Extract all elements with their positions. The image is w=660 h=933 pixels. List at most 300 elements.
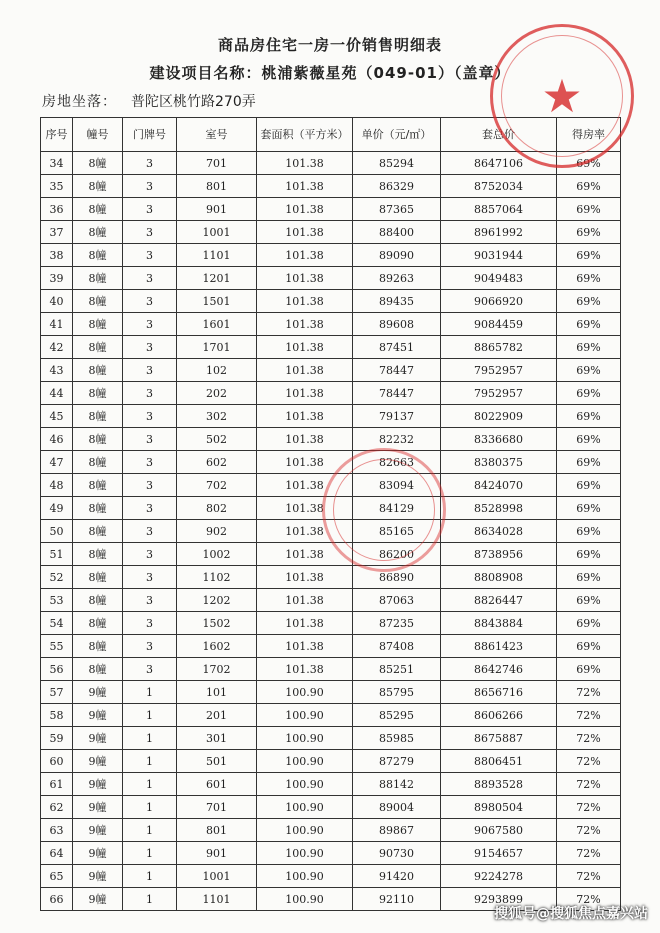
- table-row: [41, 175, 621, 198]
- table-row: [41, 842, 621, 865]
- table-cell: 40: [41, 290, 73, 313]
- table-cell: 3: [123, 566, 177, 589]
- table-cell: 101.38: [257, 566, 353, 589]
- table-cell: 1101: [177, 888, 257, 911]
- table-row: [41, 451, 621, 474]
- table-cell: 502: [177, 428, 257, 451]
- table-cell: 1001: [177, 865, 257, 888]
- table-cell: 37: [41, 221, 73, 244]
- table-row: [41, 313, 621, 336]
- table-cell: 100.90: [257, 888, 353, 911]
- table-cell: 8424070: [441, 474, 557, 497]
- table-cell: 48: [41, 474, 73, 497]
- table-cell: 1102: [177, 566, 257, 589]
- table-cell: 101.38: [257, 382, 353, 405]
- table-cell: 101.38: [257, 543, 353, 566]
- table-cell: 61: [41, 773, 73, 796]
- table-row: [41, 474, 621, 497]
- table-cell: 8528998: [441, 497, 557, 520]
- table-cell: 85165: [353, 520, 441, 543]
- table-cell: 9224278: [441, 865, 557, 888]
- table-cell: 3: [123, 244, 177, 267]
- table-cell: 69%: [557, 152, 621, 175]
- table-cell: 301: [177, 727, 257, 750]
- table-cell: 39: [41, 267, 73, 290]
- table-row: [41, 520, 621, 543]
- table-cell: 9066920: [441, 290, 557, 313]
- table-cell: 101.38: [257, 451, 353, 474]
- table-cell: 85795: [353, 681, 441, 704]
- table-row: [41, 566, 621, 589]
- table-cell: 9067580: [441, 819, 557, 842]
- table-cell: 8642746: [441, 658, 557, 681]
- table-cell: 1: [123, 888, 177, 911]
- table-cell: 8606266: [441, 704, 557, 727]
- table-cell: 8675887: [441, 727, 557, 750]
- table-cell: 1: [123, 842, 177, 865]
- table-cell: 72%: [557, 888, 621, 911]
- table-cell: 8738956: [441, 543, 557, 566]
- table-cell: 8022909: [441, 405, 557, 428]
- table-cell: 8幢: [73, 543, 123, 566]
- table-body: [41, 152, 621, 911]
- table-cell: 802: [177, 497, 257, 520]
- table-cell: 58: [41, 704, 73, 727]
- table-cell: 69%: [557, 405, 621, 428]
- table-row: [41, 635, 621, 658]
- table-cell: 44: [41, 382, 73, 405]
- table-cell: 8980504: [441, 796, 557, 819]
- table-cell: 3: [123, 543, 177, 566]
- table-cell: 85294: [353, 152, 441, 175]
- table-cell: 85295: [353, 704, 441, 727]
- table-cell: 8幢: [73, 405, 123, 428]
- table-cell: 8336680: [441, 428, 557, 451]
- table-row: [41, 796, 621, 819]
- table-cell: 8幢: [73, 520, 123, 543]
- table-cell: 9049483: [441, 267, 557, 290]
- table-cell: 52: [41, 566, 73, 589]
- table-cell: 69%: [557, 290, 621, 313]
- table-row: [41, 819, 621, 842]
- table-cell: 62: [41, 796, 73, 819]
- table-row: [41, 750, 621, 773]
- table-cell: 9幢: [73, 704, 123, 727]
- table-cell: 101.38: [257, 635, 353, 658]
- table-cell: 69%: [557, 382, 621, 405]
- table-cell: 8幢: [73, 451, 123, 474]
- table-cell: 3: [123, 175, 177, 198]
- table-cell: 51: [41, 543, 73, 566]
- table-cell: 3: [123, 589, 177, 612]
- table-cell: 8380375: [441, 451, 557, 474]
- table-cell: 89004: [353, 796, 441, 819]
- table-cell: 8幢: [73, 198, 123, 221]
- table-cell: 87408: [353, 635, 441, 658]
- table-cell: 901: [177, 842, 257, 865]
- table-row: [41, 382, 621, 405]
- table-cell: 72%: [557, 681, 621, 704]
- table-cell: 9293899: [441, 888, 557, 911]
- table-cell: 1: [123, 681, 177, 704]
- table-cell: 78447: [353, 359, 441, 382]
- table-cell: 72%: [557, 865, 621, 888]
- table-cell: 72%: [557, 727, 621, 750]
- table-cell: 3: [123, 405, 177, 428]
- table-cell: 8961992: [441, 221, 557, 244]
- table-cell: 602: [177, 451, 257, 474]
- table-cell: 9084459: [441, 313, 557, 336]
- table-cell: 69%: [557, 359, 621, 382]
- col-header-building: 幢号: [73, 118, 123, 152]
- table-cell: 42: [41, 336, 73, 359]
- table-cell: 902: [177, 520, 257, 543]
- table-header-row: [41, 118, 621, 152]
- table-cell: 702: [177, 474, 257, 497]
- table-cell: 1202: [177, 589, 257, 612]
- table-row: [41, 336, 621, 359]
- table-cell: 85985: [353, 727, 441, 750]
- col-header-room: 室号: [177, 118, 257, 152]
- table-cell: 100.90: [257, 796, 353, 819]
- table-cell: 3: [123, 313, 177, 336]
- table-cell: 65: [41, 865, 73, 888]
- table-cell: 8幢: [73, 589, 123, 612]
- table-cell: 60: [41, 750, 73, 773]
- table-cell: 34: [41, 152, 73, 175]
- table-cell: 3: [123, 635, 177, 658]
- col-header-door: 门牌号: [123, 118, 177, 152]
- table-row: [41, 865, 621, 888]
- table-cell: 3: [123, 198, 177, 221]
- table-cell: 8843884: [441, 612, 557, 635]
- table-row: [41, 152, 621, 175]
- table-cell: 8幢: [73, 382, 123, 405]
- table-cell: 66: [41, 888, 73, 911]
- table-cell: 3: [123, 658, 177, 681]
- table-cell: 64: [41, 842, 73, 865]
- table-cell: 601: [177, 773, 257, 796]
- table-cell: 69%: [557, 520, 621, 543]
- table-cell: 8861423: [441, 635, 557, 658]
- table-row: [41, 405, 621, 428]
- table-cell: 100.90: [257, 750, 353, 773]
- col-header-unit-price: 单价（元/㎡）: [353, 118, 441, 152]
- table-cell: 101.38: [257, 336, 353, 359]
- table-cell: 8656716: [441, 681, 557, 704]
- table-cell: 69%: [557, 428, 621, 451]
- table-cell: 101: [177, 681, 257, 704]
- table-cell: 69%: [557, 658, 621, 681]
- table-cell: 101.38: [257, 612, 353, 635]
- table-cell: 86200: [353, 543, 441, 566]
- table-cell: 7952957: [441, 382, 557, 405]
- table-cell: 8752034: [441, 175, 557, 198]
- table-cell: 3: [123, 290, 177, 313]
- table-cell: 302: [177, 405, 257, 428]
- table-cell: 9幢: [73, 773, 123, 796]
- table-cell: 9幢: [73, 727, 123, 750]
- table-cell: 69%: [557, 244, 621, 267]
- table-cell: 101.38: [257, 474, 353, 497]
- table-cell: 8幢: [73, 566, 123, 589]
- table-cell: 90730: [353, 842, 441, 865]
- table-row: [41, 221, 621, 244]
- table-cell: 69%: [557, 497, 621, 520]
- table-cell: 69%: [557, 336, 621, 359]
- table-cell: 100.90: [257, 704, 353, 727]
- table-cell: 69%: [557, 451, 621, 474]
- table-cell: 100.90: [257, 727, 353, 750]
- table-row: [41, 658, 621, 681]
- col-header-total-price: 套总价: [441, 118, 557, 152]
- table-cell: 9154657: [441, 842, 557, 865]
- table-cell: 3: [123, 474, 177, 497]
- table-cell: 55: [41, 635, 73, 658]
- table-cell: 89090: [353, 244, 441, 267]
- table-cell: 78447: [353, 382, 441, 405]
- col-header-index: 序号: [41, 118, 73, 152]
- table-cell: 92110: [353, 888, 441, 911]
- document-title: 商品房住宅一房一价销售明细表: [217, 36, 442, 54]
- table-cell: 53: [41, 589, 73, 612]
- table-row: [41, 428, 621, 451]
- table-cell: 100.90: [257, 681, 353, 704]
- table-cell: 87235: [353, 612, 441, 635]
- table-row: [41, 773, 621, 796]
- table-cell: 1601: [177, 313, 257, 336]
- table-cell: 3: [123, 428, 177, 451]
- table-row: [41, 267, 621, 290]
- table-cell: 101.38: [257, 244, 353, 267]
- table-cell: 1: [123, 865, 177, 888]
- table-cell: 801: [177, 819, 257, 842]
- table-cell: 1201: [177, 267, 257, 290]
- table-row: [41, 543, 621, 566]
- table-row: [41, 290, 621, 313]
- table-cell: 9幢: [73, 819, 123, 842]
- table-cell: 3: [123, 336, 177, 359]
- table-cell: 1702: [177, 658, 257, 681]
- table-cell: 1501: [177, 290, 257, 313]
- table-cell: 86890: [353, 566, 441, 589]
- table-cell: 47: [41, 451, 73, 474]
- property-address: [42, 91, 256, 111]
- table-cell: 69%: [557, 589, 621, 612]
- table-row: [41, 359, 621, 382]
- table-cell: 1701: [177, 336, 257, 359]
- table-cell: 8幢: [73, 635, 123, 658]
- table-cell: 46: [41, 428, 73, 451]
- table-cell: 69%: [557, 635, 621, 658]
- table-cell: 3: [123, 520, 177, 543]
- table-cell: 49: [41, 497, 73, 520]
- table-cell: 201: [177, 704, 257, 727]
- table-cell: 3: [123, 267, 177, 290]
- table-cell: 69%: [557, 543, 621, 566]
- table-cell: 72%: [557, 773, 621, 796]
- table-cell: 101.38: [257, 589, 353, 612]
- table-cell: 69%: [557, 221, 621, 244]
- table-cell: 7952957: [441, 359, 557, 382]
- table-row: [41, 244, 621, 267]
- table-cell: 50: [41, 520, 73, 543]
- table-cell: 84129: [353, 497, 441, 520]
- table-cell: 100.90: [257, 773, 353, 796]
- table-cell: 8幢: [73, 152, 123, 175]
- table-cell: 3: [123, 612, 177, 635]
- table-cell: 101.38: [257, 359, 353, 382]
- table-cell: 1602: [177, 635, 257, 658]
- table-cell: 88142: [353, 773, 441, 796]
- col-header-efficiency: 得房率: [557, 118, 621, 152]
- table-cell: 101.38: [257, 198, 353, 221]
- table-cell: 59: [41, 727, 73, 750]
- table-cell: 72%: [557, 796, 621, 819]
- table-cell: 1: [123, 773, 177, 796]
- table-cell: 69%: [557, 566, 621, 589]
- table-cell: 101.38: [257, 267, 353, 290]
- table-cell: 87451: [353, 336, 441, 359]
- table-cell: 57: [41, 681, 73, 704]
- table-cell: 101.38: [257, 658, 353, 681]
- table-cell: 38: [41, 244, 73, 267]
- table-cell: 101.38: [257, 405, 353, 428]
- table-row: [41, 681, 621, 704]
- table-cell: 56: [41, 658, 73, 681]
- table-cell: 72%: [557, 704, 621, 727]
- table-cell: 9幢: [73, 796, 123, 819]
- table-cell: 86329: [353, 175, 441, 198]
- table-cell: 1101: [177, 244, 257, 267]
- table-cell: 89435: [353, 290, 441, 313]
- table-row: [41, 497, 621, 520]
- table-cell: 901: [177, 198, 257, 221]
- table-cell: 9幢: [73, 865, 123, 888]
- table-cell: 8幢: [73, 221, 123, 244]
- table-cell: 102: [177, 359, 257, 382]
- table-cell: 1: [123, 704, 177, 727]
- star-icon: ★: [541, 69, 583, 123]
- table-row: [41, 612, 621, 635]
- table-cell: 89608: [353, 313, 441, 336]
- table-cell: 701: [177, 152, 257, 175]
- table-cell: 1: [123, 796, 177, 819]
- table-row: [41, 198, 621, 221]
- table-cell: 91420: [353, 865, 441, 888]
- table-cell: 72%: [557, 819, 621, 842]
- table-cell: 9幢: [73, 842, 123, 865]
- table-cell: 101.38: [257, 428, 353, 451]
- table-cell: 101.38: [257, 175, 353, 198]
- table-cell: 101.38: [257, 313, 353, 336]
- table-cell: 9幢: [73, 681, 123, 704]
- table-cell: 45: [41, 405, 73, 428]
- table-cell: 82232: [353, 428, 441, 451]
- table-cell: 41: [41, 313, 73, 336]
- table-cell: 43: [41, 359, 73, 382]
- table-cell: 8865782: [441, 336, 557, 359]
- table-cell: 8634028: [441, 520, 557, 543]
- table-cell: 82663: [353, 451, 441, 474]
- table-cell: 8808908: [441, 566, 557, 589]
- table-cell: 1001: [177, 221, 257, 244]
- table-cell: 3: [123, 359, 177, 382]
- table-cell: 8857064: [441, 198, 557, 221]
- table-cell: 69%: [557, 313, 621, 336]
- table-cell: 54: [41, 612, 73, 635]
- table-cell: 72%: [557, 842, 621, 865]
- table-cell: 87365: [353, 198, 441, 221]
- table-cell: 8806451: [441, 750, 557, 773]
- table-cell: 8幢: [73, 474, 123, 497]
- table-cell: 8幢: [73, 658, 123, 681]
- table-cell: 3: [123, 497, 177, 520]
- table-cell: 72%: [557, 750, 621, 773]
- table-cell: 3: [123, 152, 177, 175]
- table-cell: 63: [41, 819, 73, 842]
- table-cell: 101.38: [257, 290, 353, 313]
- table-cell: 83094: [353, 474, 441, 497]
- sales-table: [40, 117, 621, 911]
- table-cell: 3: [123, 382, 177, 405]
- table-cell: 8幢: [73, 290, 123, 313]
- table-cell: 101.38: [257, 520, 353, 543]
- table-cell: 87063: [353, 589, 441, 612]
- table-cell: 8幢: [73, 428, 123, 451]
- table-cell: 8幢: [73, 244, 123, 267]
- table-cell: 88400: [353, 221, 441, 244]
- table-cell: 87279: [353, 750, 441, 773]
- address-label: 房地坐落：: [42, 94, 117, 110]
- table-cell: 101.38: [257, 497, 353, 520]
- table-cell: 69%: [557, 198, 621, 221]
- table-cell: 1: [123, 727, 177, 750]
- table-cell: 35: [41, 175, 73, 198]
- table-row: [41, 727, 621, 750]
- table-cell: 89867: [353, 819, 441, 842]
- table-cell: 801: [177, 175, 257, 198]
- table-cell: 8647106: [441, 152, 557, 175]
- table-cell: 202: [177, 382, 257, 405]
- table-cell: 69%: [557, 267, 621, 290]
- table-cell: 101.38: [257, 221, 353, 244]
- table-cell: 9幢: [73, 750, 123, 773]
- table-cell: 8幢: [73, 267, 123, 290]
- table-cell: 79137: [353, 405, 441, 428]
- table-cell: 69%: [557, 474, 621, 497]
- table-cell: 8幢: [73, 359, 123, 382]
- table-row: [41, 704, 621, 727]
- table-cell: 36: [41, 198, 73, 221]
- table-cell: 8幢: [73, 336, 123, 359]
- table-cell: 8893528: [441, 773, 557, 796]
- table-cell: 8幢: [73, 175, 123, 198]
- table-cell: 9幢: [73, 888, 123, 911]
- table-cell: 3: [123, 221, 177, 244]
- table-cell: 100.90: [257, 819, 353, 842]
- table-cell: 69%: [557, 612, 621, 635]
- table-cell: 8幢: [73, 497, 123, 520]
- watermark: 搜狐号@搜狐焦点嘉兴站: [494, 906, 648, 922]
- table-cell: 85251: [353, 658, 441, 681]
- table-cell: 501: [177, 750, 257, 773]
- table-cell: 8826447: [441, 589, 557, 612]
- table-cell: 89263: [353, 267, 441, 290]
- table-cell: 1: [123, 819, 177, 842]
- table-cell: 100.90: [257, 842, 353, 865]
- table-cell: 8幢: [73, 313, 123, 336]
